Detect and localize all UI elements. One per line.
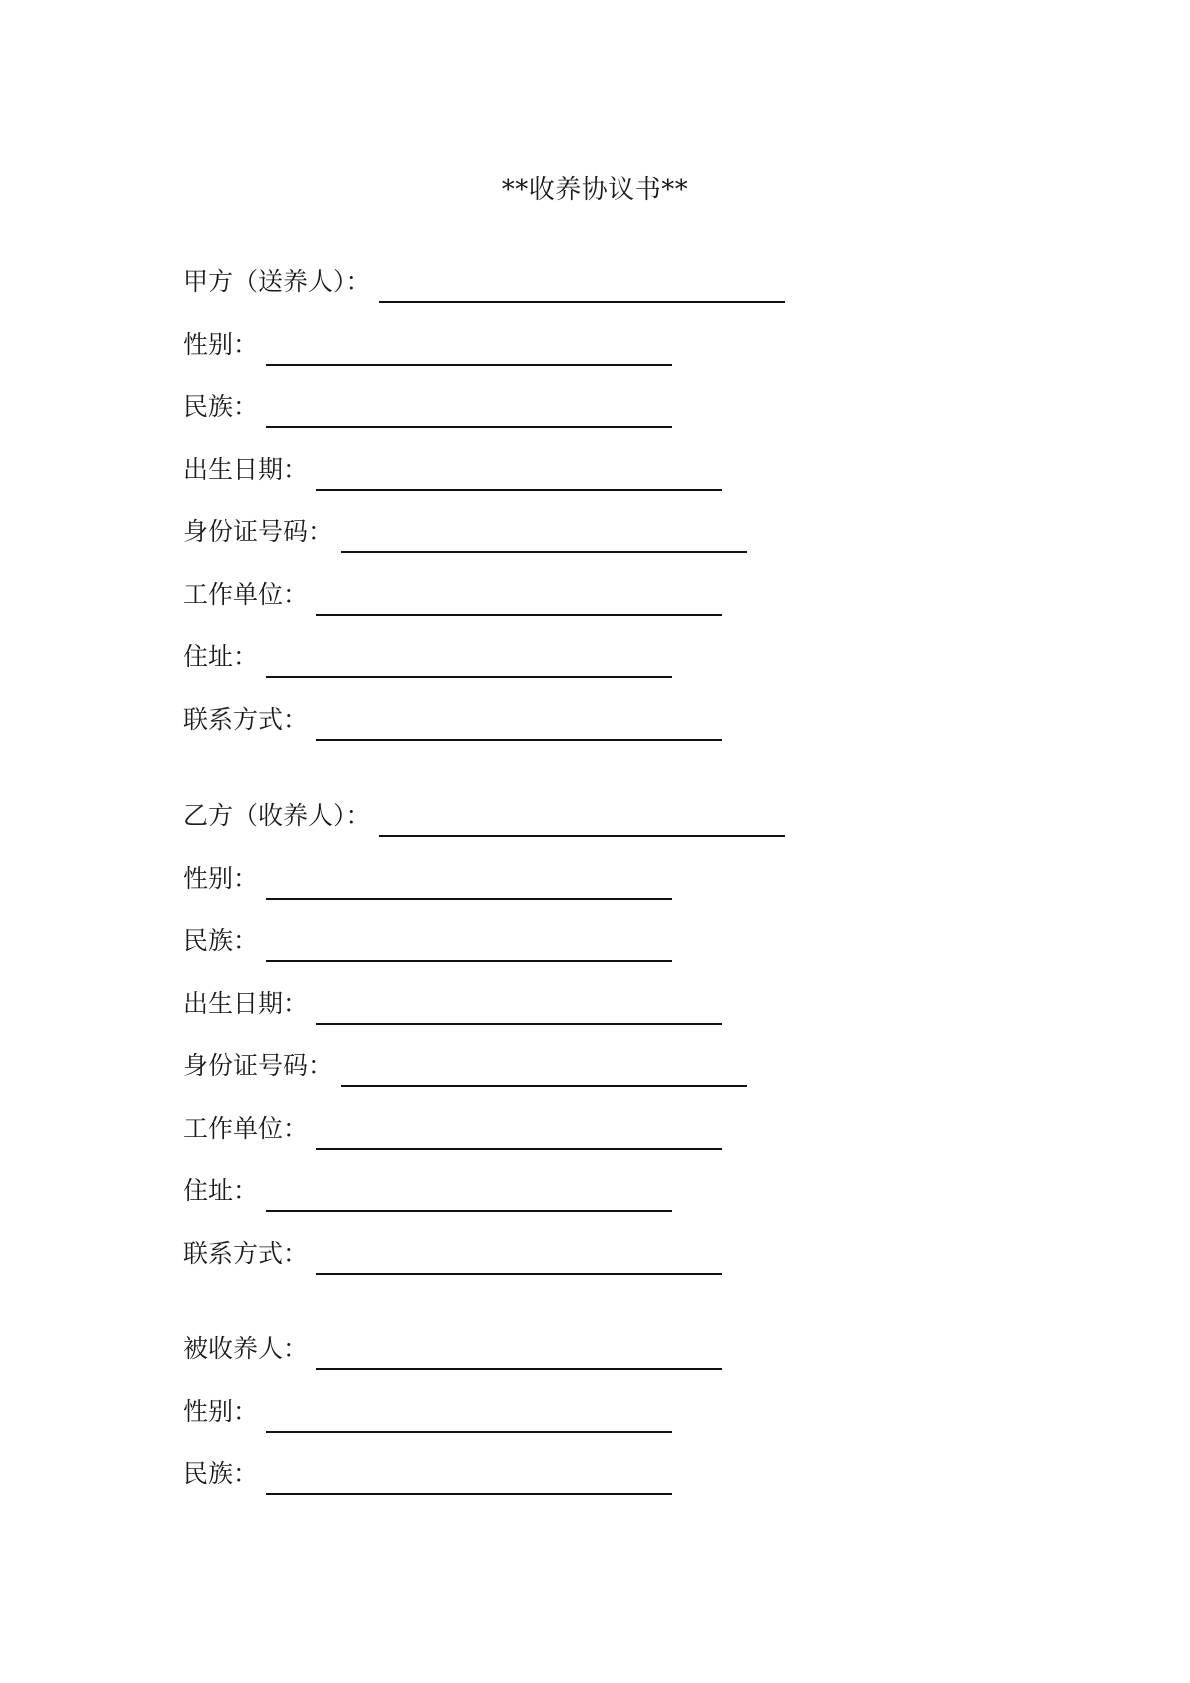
fill-in-blank[interactable]: [379, 805, 785, 837]
fill-in-blank[interactable]: [266, 930, 672, 962]
field-party-a-contact: [183, 689, 1023, 752]
fill-in-blank[interactable]: [266, 334, 672, 366]
field-label: 工作单位：: [183, 579, 309, 609]
field-party-a-address: [183, 626, 1023, 689]
field-label: 出生日期：: [183, 988, 309, 1018]
field-party-b-contact: [183, 1223, 1023, 1286]
fill-in-blank[interactable]: [341, 1055, 747, 1087]
section-party-b: [183, 785, 1023, 1285]
fill-in-blank[interactable]: [316, 459, 722, 491]
field-label: 被收养人：: [183, 1334, 309, 1364]
fill-in-blank[interactable]: [316, 1243, 722, 1275]
fill-in-blank[interactable]: [266, 396, 672, 428]
field-party-b-address: [183, 1160, 1023, 1223]
field-party-b-birthdate: [183, 973, 1023, 1036]
field-party-a-ethnicity: [183, 376, 1023, 439]
field-party-a-id-number: [183, 501, 1023, 564]
field-label: 工作单位：: [183, 1113, 309, 1143]
field-label: 身份证号码：: [183, 517, 334, 547]
field-label: 出生日期：: [183, 454, 309, 484]
field-adoptee-gender: [183, 1381, 1023, 1444]
fill-in-blank[interactable]: [341, 521, 747, 553]
field-label: 性别：: [183, 863, 259, 893]
fill-in-blank[interactable]: [316, 709, 722, 741]
fill-in-blank[interactable]: [316, 584, 722, 616]
fill-in-blank[interactable]: [316, 993, 722, 1025]
document-title: **收养协议书**: [501, 175, 689, 205]
field-label: 联系方式：: [183, 1238, 309, 1268]
field-party-a-gender: [183, 314, 1023, 377]
fill-in-blank[interactable]: [266, 1180, 672, 1212]
field-party-b-id-number: [183, 1035, 1023, 1098]
fill-in-blank[interactable]: [266, 646, 672, 678]
field-party-a-name: [183, 251, 1023, 314]
fill-in-blank[interactable]: [379, 271, 785, 303]
field-label: 住址：: [183, 642, 259, 672]
field-label: 民族：: [183, 926, 259, 956]
field-party-b-gender: [183, 848, 1023, 911]
field-party-b-name: [183, 785, 1023, 848]
fill-in-blank[interactable]: [316, 1338, 722, 1370]
field-party-b-employer: [183, 1098, 1023, 1161]
field-party-a-birthdate: [183, 439, 1023, 502]
field-label: 乙方（收养人）：: [183, 801, 371, 831]
fill-in-blank[interactable]: [266, 868, 672, 900]
field-label: 身份证号码：: [183, 1051, 334, 1081]
field-label: 民族：: [183, 392, 259, 422]
field-label: 性别：: [183, 1396, 259, 1426]
field-label: 性别：: [183, 329, 259, 359]
section-adoptee: [183, 1318, 1023, 1506]
field-party-b-ethnicity: [183, 910, 1023, 973]
field-label: 民族：: [183, 1459, 259, 1489]
field-label: 联系方式：: [183, 704, 309, 734]
field-label: 甲方（送养人）：: [183, 267, 371, 297]
field-party-a-employer: [183, 564, 1023, 627]
field-adoptee-ethnicity: [183, 1443, 1023, 1506]
field-adoptee-name: [183, 1318, 1023, 1381]
fill-in-blank[interactable]: [266, 1401, 672, 1433]
field-label: 住址：: [183, 1176, 259, 1206]
fill-in-blank[interactable]: [266, 1463, 672, 1495]
fill-in-blank[interactable]: [316, 1118, 722, 1150]
section-party-a: [183, 251, 1023, 751]
